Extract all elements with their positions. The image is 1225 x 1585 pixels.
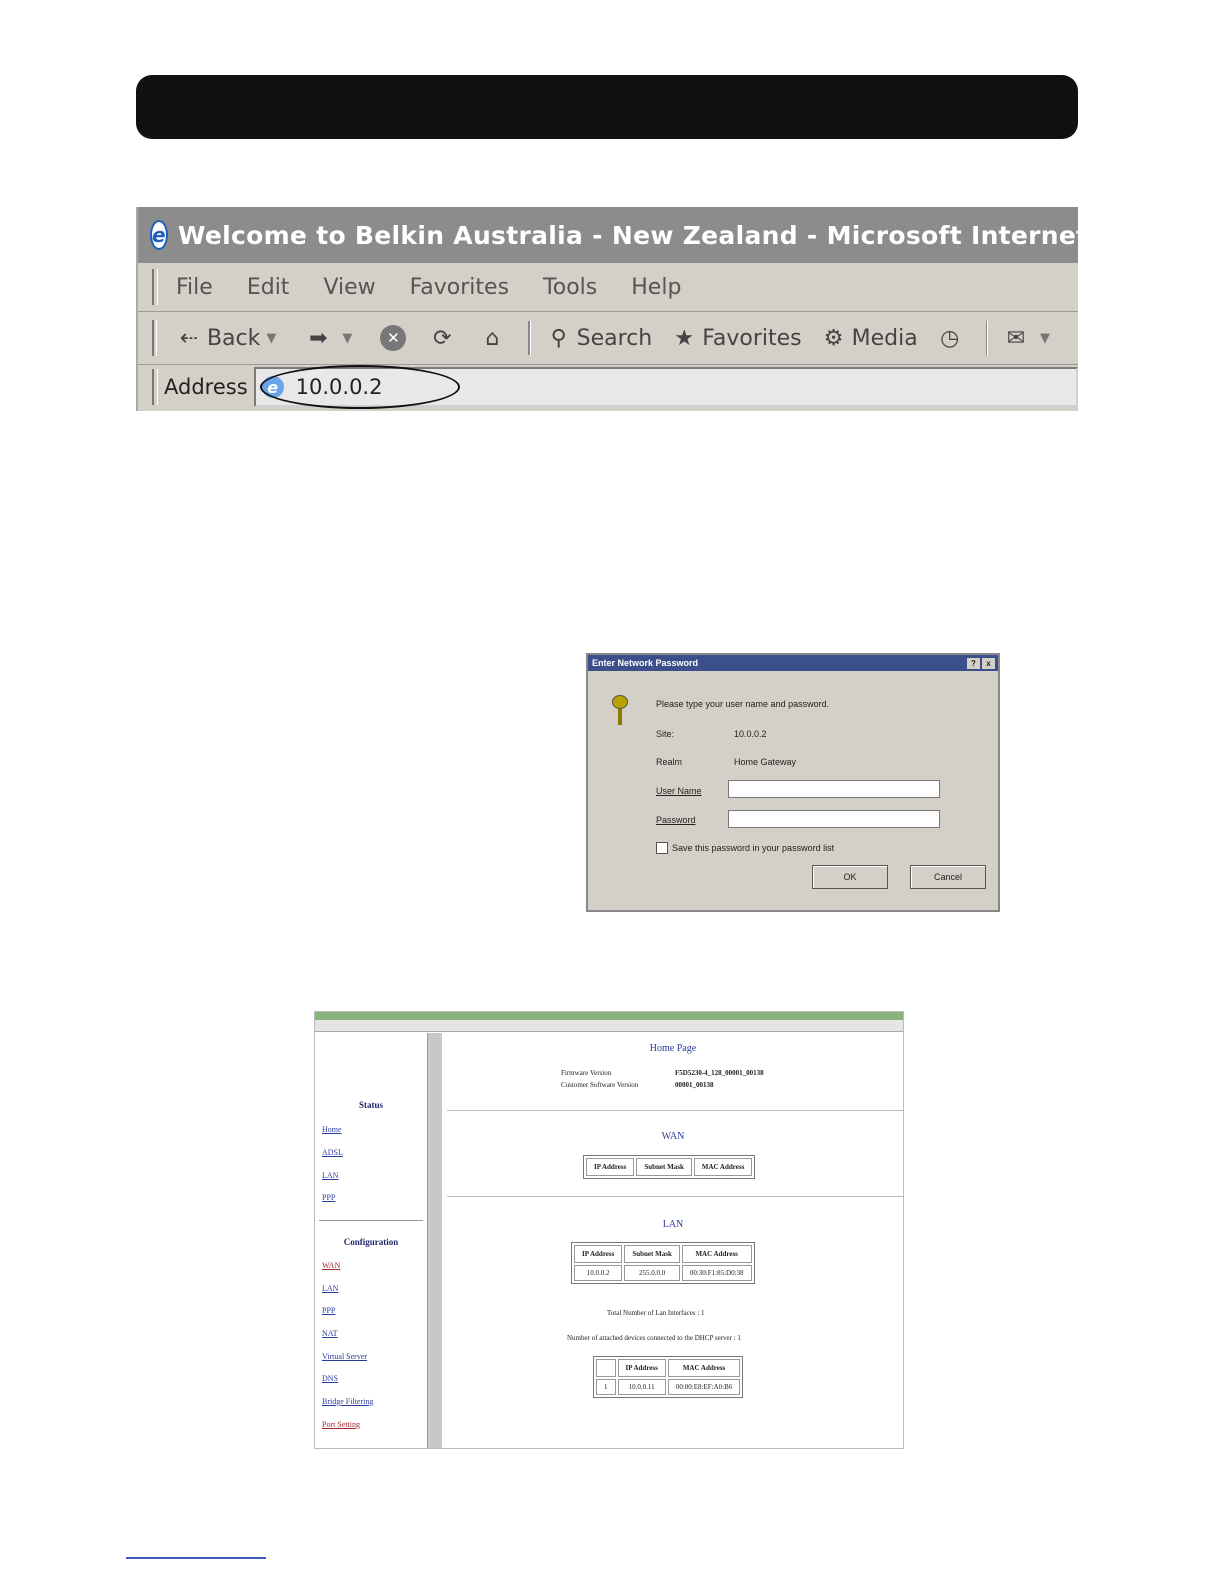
forward-arrow-icon: ➡ <box>309 325 328 351</box>
toolbar-separator <box>528 321 530 355</box>
password-field[interactable] <box>728 810 940 828</box>
back-label: Back <box>206 325 261 351</box>
section-divider <box>447 1196 903 1197</box>
stop-icon: ✕ <box>380 325 406 351</box>
window-title: Welcome to Belkin Australia - New Zealand - Microsoft Internet Explorer <box>177 220 1219 250</box>
menu-tools[interactable]: Tools <box>543 274 598 300</box>
sidebar-link-ppp[interactable]: PPP <box>322 1193 336 1202</box>
chevron-down-icon[interactable]: ▼ <box>1040 330 1051 346</box>
address-value: 10.0.0.2 <box>295 375 383 399</box>
history-icon: ◷ <box>940 325 960 351</box>
toolbar-separator <box>986 321 988 355</box>
mail-icon: ✉ <box>1006 325 1026 351</box>
lan-table <box>571 1242 755 1284</box>
sidebar-scrollbar[interactable] <box>427 1033 442 1448</box>
history-button[interactable] <box>936 324 968 352</box>
media-label: Media <box>851 325 918 351</box>
dhcp-table <box>593 1356 743 1398</box>
page-icon: e <box>262 376 284 398</box>
save-password-label: Save this password in your password list <box>672 843 835 853</box>
browser-title-bar <box>138 207 1219 263</box>
forward-button[interactable] <box>304 324 362 352</box>
site-label: Site: <box>656 729 675 739</box>
toolbar-grip[interactable] <box>152 320 157 356</box>
browser-window <box>136 207 1219 411</box>
home-icon: ⌂ <box>485 325 500 351</box>
username-field[interactable] <box>728 780 940 798</box>
lan-title: LAN <box>662 1219 684 1230</box>
table-row <box>574 1265 752 1281</box>
sidebar-link-config-lan[interactable]: LAN <box>322 1284 339 1293</box>
sidebar-link-config-ppp[interactable]: PPP <box>322 1306 336 1315</box>
highlight-ellipse <box>260 365 460 409</box>
sidebar-link-lan[interactable]: LAN <box>322 1171 339 1180</box>
favorites-button[interactable] <box>670 324 801 352</box>
dhcp-count-text: Number of attached devices connected to the DHCP server : 1 <box>567 1334 741 1342</box>
stop-button[interactable] <box>380 325 410 351</box>
back-button[interactable] <box>175 324 286 352</box>
close-button[interactable]: x <box>982 658 995 669</box>
table-cell: 1 <box>596 1379 616 1395</box>
table-header: Subnet Mask <box>624 1245 679 1263</box>
dialog-title: Enter Network Password <box>592 658 699 668</box>
chevron-down-icon[interactable]: ▼ <box>342 330 353 346</box>
menu-favorites[interactable]: Favorites <box>409 274 510 300</box>
table-cell: 00:30:F1:85:D0:38 <box>682 1265 752 1281</box>
sidebar-link-port-setting[interactable]: Port Setting <box>322 1420 361 1429</box>
menu-file[interactable]: File <box>176 274 213 300</box>
search-label: Search <box>576 325 653 351</box>
realm-label: Realm <box>656 757 683 767</box>
toolbar-grip[interactable] <box>152 369 158 405</box>
table-row <box>574 1245 752 1263</box>
sidebar-divider <box>319 1220 423 1221</box>
router-main-content <box>443 1033 903 1448</box>
help-button[interactable]: ? <box>967 658 980 669</box>
home-page-title: Home Page <box>649 1043 697 1054</box>
router-sidebar <box>315 1033 427 1448</box>
table-header: IP Address <box>574 1245 622 1263</box>
menu-view[interactable]: View <box>323 274 376 300</box>
table-cell: 255.0.0.0 <box>624 1265 679 1281</box>
media-icon: ⚙ <box>823 325 844 351</box>
table-cell: 10.0.0.2 <box>574 1265 622 1281</box>
toolbar-grip[interactable] <box>152 269 158 305</box>
dialog-title-bar <box>588 655 998 671</box>
sidebar-link-dns[interactable]: DNS <box>322 1374 339 1383</box>
media-button[interactable] <box>820 324 918 352</box>
back-arrow-icon: ⇠ <box>179 325 199 351</box>
table-header: Subnet Mask <box>636 1158 691 1176</box>
search-button[interactable] <box>545 324 653 352</box>
menu-edit[interactable]: Edit <box>246 274 290 300</box>
network-password-dialog <box>586 653 1000 912</box>
username-label: User Name <box>656 786 702 796</box>
chevron-down-icon[interactable]: ▼ <box>266 330 277 346</box>
internet-explorer-icon: e <box>150 220 168 250</box>
wan-title: WAN <box>661 1131 685 1142</box>
router-address-bar[interactable] <box>315 1020 903 1032</box>
sidebar-link-adsl[interactable]: ADSL <box>322 1148 343 1157</box>
table-cell: 10.0.0.11 <box>618 1379 666 1395</box>
table-header <box>596 1359 616 1377</box>
table-header: MAC Address <box>682 1245 752 1263</box>
favorites-icon: ★ <box>674 325 695 351</box>
browser-toolbar-strip <box>315 1012 903 1020</box>
software-label: Customer Software Version <box>561 1081 639 1089</box>
table-header: MAC Address <box>694 1158 752 1176</box>
save-password-checkbox[interactable] <box>656 842 668 854</box>
menu-help[interactable]: Help <box>631 274 682 300</box>
sidebar-link-virtual-server[interactable]: Virtual Server <box>322 1352 368 1361</box>
section-divider <box>447 1110 903 1111</box>
address-label: Address <box>164 375 248 399</box>
mail-button[interactable] <box>1002 324 1060 352</box>
wan-table <box>583 1155 755 1179</box>
section-header-bar <box>136 75 1078 139</box>
standard-toolbar <box>138 312 1078 365</box>
key-icon <box>612 695 630 723</box>
table-cell: 00:00:E8:EF:A0:B6 <box>668 1379 740 1395</box>
configuration-heading: Configuration <box>343 1237 399 1247</box>
site-value: 10.0.0.2 <box>734 729 767 739</box>
ok-button[interactable]: OK <box>812 865 888 889</box>
lan-total-text: Total Number of Lan Interfaces : 1 <box>607 1309 705 1317</box>
firmware-label: Firmware Version <box>561 1069 612 1077</box>
refresh-button[interactable] <box>428 324 460 352</box>
search-icon: ⚲ <box>550 325 567 351</box>
sidebar-link-bridge-filtering[interactable]: Bridge Filtering <box>322 1397 374 1406</box>
table-header: MAC Address <box>668 1359 740 1377</box>
address-bar <box>138 365 1078 409</box>
software-value: 00001_00138 <box>675 1081 714 1089</box>
table-header: IP Address <box>586 1158 634 1176</box>
dialog-prompt: Please type your user name and password. <box>656 699 830 709</box>
sidebar-link-wan[interactable]: WAN <box>322 1261 341 1270</box>
router-status-page <box>314 1011 904 1449</box>
password-label: Password <box>656 815 696 825</box>
table-row <box>596 1359 740 1377</box>
sidebar-link-home[interactable]: Home <box>322 1125 342 1134</box>
firmware-value: F5D5230-4_128_00001_00138 <box>675 1069 764 1077</box>
footer-underline <box>126 1557 266 1559</box>
cancel-button[interactable]: Cancel <box>910 865 986 889</box>
table-row <box>596 1379 740 1395</box>
home-button[interactable] <box>478 324 510 352</box>
realm-value: Home Gateway <box>734 757 797 767</box>
address-input[interactable] <box>254 367 1078 407</box>
sidebar-link-nat[interactable]: NAT <box>322 1329 338 1338</box>
status-heading: Status <box>358 1100 383 1110</box>
refresh-icon: ⟳ <box>433 325 452 351</box>
table-row <box>586 1158 752 1176</box>
favorites-label: Favorites <box>702 325 802 351</box>
table-header: IP Address <box>618 1359 666 1377</box>
menu-bar <box>138 263 1078 312</box>
